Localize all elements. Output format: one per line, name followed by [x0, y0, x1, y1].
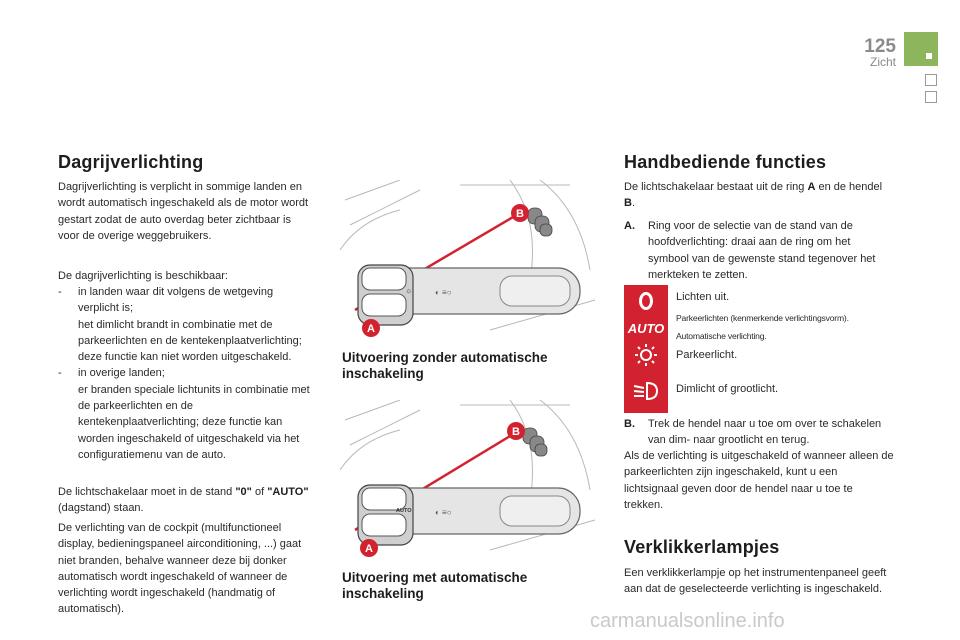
lever-description: B. Trek de hendel naar u toe om over te schakelen van dim- naar grootlicht en terug. [624, 418, 882, 447]
svg-text:☼: ☼ [405, 286, 413, 295]
manual-title: Handbediende functies [624, 152, 827, 172]
legend-dip: Dimlicht of grootlicht. [676, 383, 779, 395]
telltale-title: Verklikkerlampjes [624, 537, 780, 557]
switch-position-note: De lichtschakelaar moet in de stand "0" of "AUTO" (dagstand) staan. [58, 486, 309, 515]
list-item: - in overige landen; er branden speciale lichtunits in combinatie met de parkeerlichten en de kentekenplaatverlichting; deze functie kan worden ingeschakeld of uitgeschakeld via het configuratiemenu van de auto. [58, 367, 310, 461]
light-symbol-panel [624, 285, 668, 413]
headlight-icon [624, 375, 668, 407]
list-item: - in landen waar dit volgens de wetgeving verplicht is; het dimlicht brandt in combinatie met de parkeerlichten en de kentekenplaatverlichting; deze functie kan niet worden uitgeschakeld. [58, 286, 302, 364]
label-a-2: A [365, 543, 373, 555]
telltale-text: Een verklikkerlampje op het instrumentenpaneel geeft aan dat de geselecteerde verlichting is ingeschakeld. [624, 567, 887, 596]
legend-auto: Parkeerlichten (kenmerkende verlichtingsvorm). [676, 313, 849, 323]
daylight-list [58, 284, 314, 463]
flash-note: Als de verlichting is uitgeschakeld of wanneer alleen de parkeerlichten zijn ingeschakeld, kunt u een lichtsignaal geven door de hendel naar u toe te trekken. [624, 450, 894, 511]
legend-park: Parkeerlicht. [676, 349, 738, 361]
section-label: Zicht [869, 55, 896, 69]
parking-light-icon [624, 341, 668, 369]
svg-text:◐ ≡○: ◐ ≡○ [435, 288, 452, 297]
auto-symbol-icon: AUTO [627, 320, 665, 336]
watermark: carmanualsonline.info [590, 610, 785, 632]
daylight-available: De dagrijverlichting is beschikbaar: [58, 270, 228, 282]
lever-figure-1 [340, 180, 600, 340]
cockpit-note: De verlichting van de cockpit (multifunctioneel display, bedieningspaneel airconditioning, ...) gaat niet branden, behalve wanneer deze bij donker automatisch wordt ingeschakeld of wanneer de verlichting wordt ingeschakeld (handmatig of automatisch). [58, 522, 302, 616]
legend-auto-2: Automatische verlichting. [676, 331, 767, 341]
daylight-title: Dagrijverlichting [58, 152, 204, 172]
nav-square-2 [925, 91, 937, 103]
ring-description: A. Ring voor de selectie van de stand van de hoofdverlichting: draai aan de ring om het symbool van de gewenste stand tegenover het merkteken te zetten. [624, 220, 876, 281]
figure-1-caption: Uitvoering zonder automatische inschakeling [342, 350, 548, 381]
page-number: 125 [864, 36, 896, 57]
label-b-1: B [516, 208, 524, 220]
tab-marker [926, 53, 932, 59]
daylight-intro: Dagrijverlichting is verplicht in sommige landen en wordt automatisch ingeschakeld als de motor wordt gestart zodat de auto overdag beter zichtbaar is voor de overige weggebruikers. [58, 181, 309, 242]
label-a-1: A [367, 323, 375, 335]
manual-intro: De lichtschakelaar bestaat uit de ring A en de hendel B. [624, 181, 883, 210]
legend-off: Lichten uit. [676, 291, 730, 303]
figure-2-caption: Uitvoering met automatische inschakeling [342, 570, 528, 601]
nav-square-1 [925, 74, 937, 86]
off-symbol-icon [624, 289, 668, 313]
label-b-2: B [512, 426, 520, 438]
auto-mark: AUTO [396, 508, 412, 514]
lever-figure-2 [340, 400, 600, 560]
svg-text:◐ ≡○: ◐ ≡○ [435, 508, 452, 517]
section-tab [904, 32, 938, 66]
